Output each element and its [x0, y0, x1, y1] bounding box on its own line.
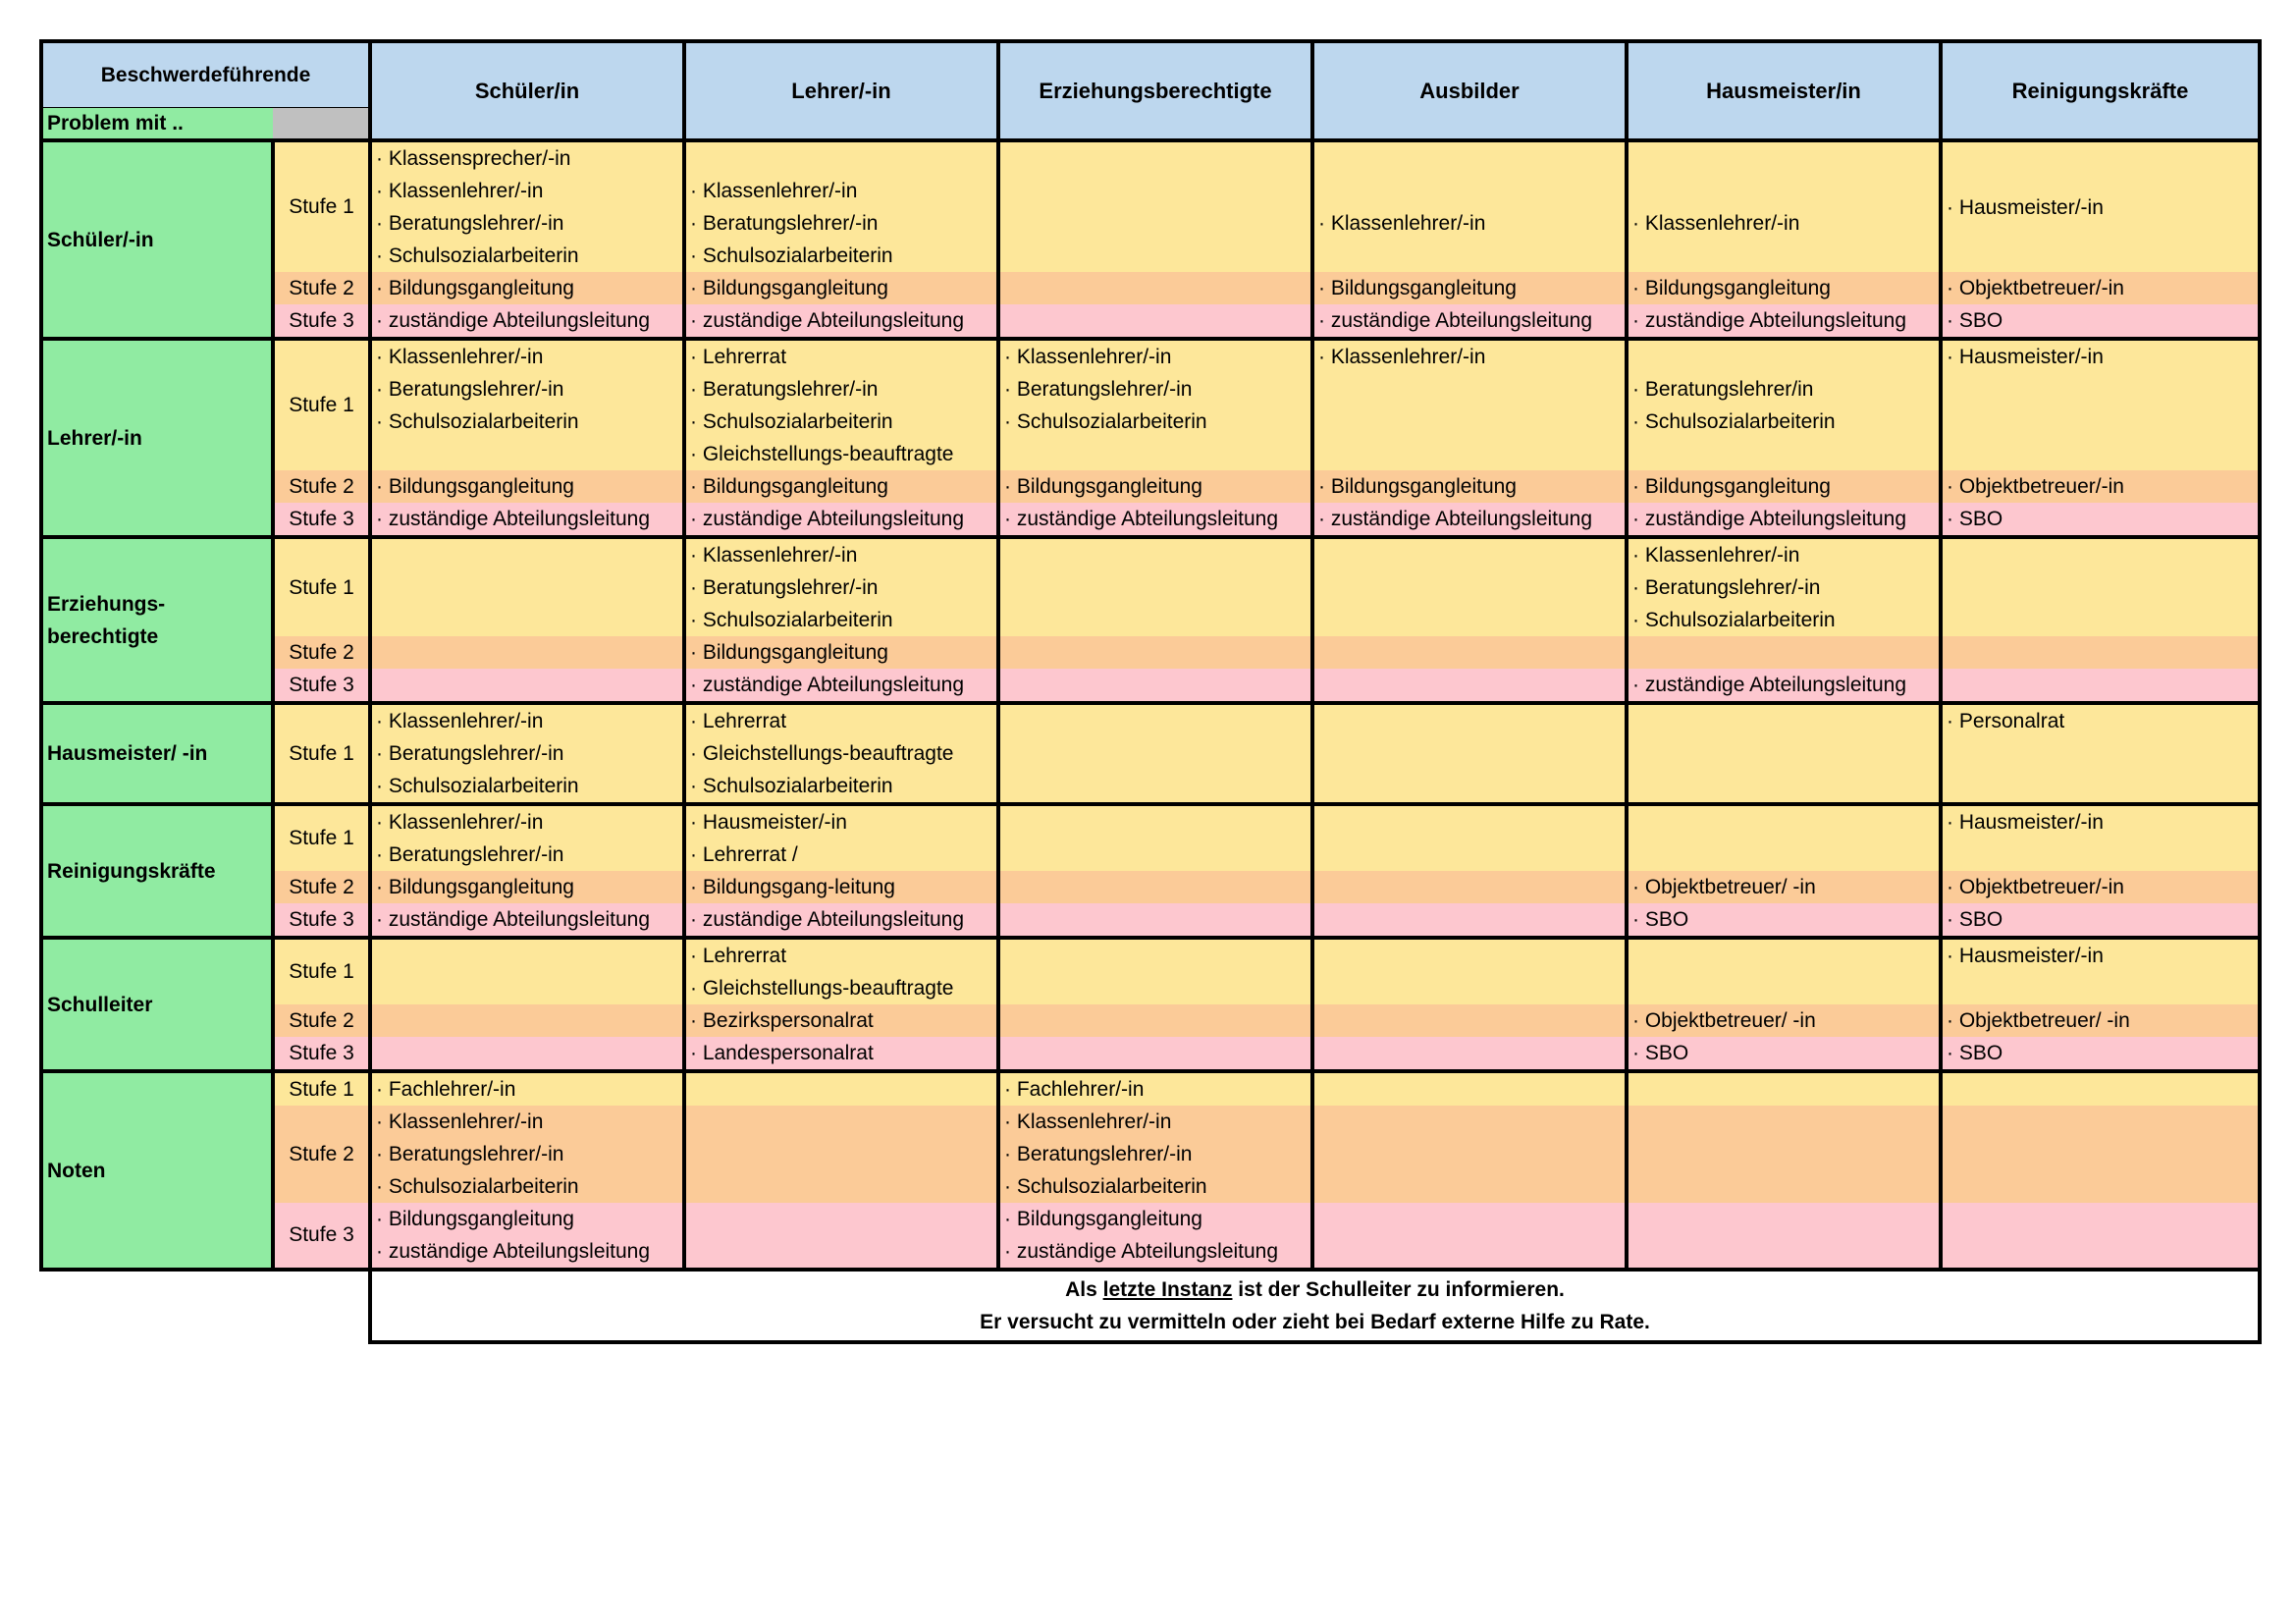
responsible-cell [998, 1203, 1312, 1270]
responsible-cell [998, 1106, 1312, 1203]
responsible-cell [998, 636, 1312, 669]
responsible-entry: · Bildungsgangleitung [1632, 277, 1831, 299]
responsible-cell [1312, 1004, 1627, 1037]
responsible-cell [998, 304, 1312, 339]
stufe-label: Stufe 3 [273, 903, 370, 938]
responsible-cell [684, 304, 998, 339]
responsible-entry: · Schulsozialarbeiterin [1632, 609, 1836, 631]
responsible-cell [370, 537, 684, 636]
responsible-cell [1941, 938, 2260, 1004]
responsible-entry: · Klassenlehrer/-in [376, 180, 544, 202]
responsible-cell [1312, 938, 1627, 1004]
gray-spacer [273, 108, 370, 140]
responsible-cell [370, 304, 684, 339]
stufe-label: Stufe 1 [273, 140, 370, 272]
responsible-cell [684, 537, 998, 636]
responsible-cell [1941, 1071, 2260, 1106]
table-row [41, 503, 2260, 537]
responsible-cell [1627, 304, 1941, 339]
responsible-entry: · Klassenlehrer/-in [1632, 544, 1800, 567]
responsible-cell [1941, 804, 2260, 871]
responsible-cell [998, 703, 1312, 804]
responsible-entry: · Lehrerrat [690, 346, 787, 368]
responsible-cell [998, 272, 1312, 304]
responsible-entry [1943, 373, 2258, 406]
stufe-label: Stufe 1 [273, 938, 370, 1004]
responsible-entry: · Beratungslehrer/-in [376, 843, 564, 866]
responsible-entry: · SBO [1632, 908, 1689, 931]
responsible-cell [1312, 503, 1627, 537]
responsible-cell [1312, 140, 1627, 272]
responsible-cell [998, 339, 1312, 470]
responsible-cell [370, 140, 684, 272]
responsible-cell [370, 903, 684, 938]
responsible-entry [1314, 406, 1625, 438]
responsible-cell [684, 1004, 998, 1037]
responsible-cell [1627, 537, 1941, 636]
responsible-entry: · Hausmeister/-in [1947, 346, 2104, 368]
responsible-cell [1312, 304, 1627, 339]
responsible-cell [684, 871, 998, 903]
responsible-cell [370, 871, 684, 903]
responsible-entry: · Klassenlehrer/-in [1318, 212, 1486, 235]
responsible-cell [1627, 1071, 1941, 1106]
responsible-cell [1941, 537, 2260, 636]
responsible-entry: · Schulsozialarbeiterin [376, 410, 579, 433]
responsible-entry: · Beratungslehrer/-in [690, 378, 879, 401]
responsible-cell [370, 669, 684, 703]
responsible-entry: · zuständige Abteilungsleitung [1318, 309, 1593, 332]
responsible-entry: · Gleichstellungs-beauftragte [690, 742, 954, 765]
responsible-cell [998, 669, 1312, 703]
responsible-cell [1312, 1106, 1627, 1203]
responsible-cell [684, 1203, 998, 1270]
responsible-entry: · Hausmeister/-in [690, 811, 847, 834]
responsible-cell [1312, 636, 1627, 669]
stufe-label: Stufe 1 [273, 1071, 370, 1106]
stufe-label: Stufe 3 [273, 1203, 370, 1270]
responsible-entry: · zuständige Abteilungsleitung [1632, 309, 1907, 332]
table-row [41, 703, 2260, 804]
category-label: Reinigungskräfte [41, 804, 273, 938]
stufe-label: Stufe 3 [273, 503, 370, 537]
responsible-entry: · Fachlehrer/-in [1004, 1078, 1145, 1101]
responsible-entry: · Objektbetreuer/-in [1947, 876, 2124, 898]
responsible-entry: · Bildungsgangleitung [690, 475, 888, 498]
table-row [41, 871, 2260, 903]
responsible-entry: · Klassenlehrer/-in [1318, 346, 1486, 368]
responsible-cell [1312, 871, 1627, 903]
responsible-cell [998, 470, 1312, 503]
responsible-cell [1312, 703, 1627, 804]
column-header-erziehungsberechtigte: Erziehungsberechtigte [998, 41, 1312, 140]
stufe-label: Stufe 1 [273, 703, 370, 804]
responsible-entry: · Hausmeister/-in [1947, 945, 2104, 967]
responsible-cell [370, 272, 684, 304]
responsible-entry: · Bildungsgangleitung [376, 277, 574, 299]
table-row [41, 272, 2260, 304]
responsible-entry: · Bildungsgangleitung [1632, 475, 1831, 498]
table-row [41, 1203, 2260, 1270]
responsible-entry: · Klassenlehrer/-in [690, 544, 858, 567]
responsible-entry: · Schulsozialarbeiterin [690, 609, 893, 631]
responsible-entry: · zuständige Abteilungsleitung [690, 674, 965, 696]
table-row [41, 1037, 2260, 1071]
responsible-cell [684, 804, 998, 871]
responsible-entry: · Landespersonalrat [690, 1042, 874, 1064]
responsible-cell [1941, 1037, 2260, 1071]
responsible-entry: · Beratungslehrer/in [1632, 378, 1814, 401]
responsible-entry: · Objektbetreuer/-in [1947, 475, 2124, 498]
table-row [41, 304, 2260, 339]
corner-label: Beschwerdeführende [41, 41, 370, 108]
responsible-entry: · Schulsozialarbeiterin [690, 410, 893, 433]
responsible-entry: · SBO [1947, 309, 2003, 332]
responsible-entry: · Schulsozialarbeiterin [376, 244, 579, 267]
responsible-entry: · Beratungslehrer/-in [1632, 576, 1821, 599]
responsible-cell [1627, 503, 1941, 537]
responsible-entry: · Klassenlehrer/-in [376, 811, 544, 834]
responsible-cell [1312, 1203, 1627, 1270]
responsible-cell [998, 1004, 1312, 1037]
responsible-cell [1627, 1037, 1941, 1071]
responsible-cell [1941, 903, 2260, 938]
responsible-cell [1312, 339, 1627, 470]
stufe-label: Stufe 2 [273, 871, 370, 903]
responsible-cell [370, 1203, 684, 1270]
responsible-cell [684, 140, 998, 272]
responsible-cell [1627, 1004, 1941, 1037]
stufe-label: Stufe 1 [273, 339, 370, 470]
responsible-entry: · Beratungslehrer/-in [376, 742, 564, 765]
responsible-cell [998, 1071, 1312, 1106]
responsible-cell [370, 1004, 684, 1037]
table-row [41, 1004, 2260, 1037]
responsible-cell [1627, 903, 1941, 938]
responsible-cell [1627, 938, 1941, 1004]
responsible-entry: · Klassensprecher/-in [376, 147, 571, 170]
stufe-label: Stufe 3 [273, 1037, 370, 1071]
table-row [41, 636, 2260, 669]
table-row [41, 470, 2260, 503]
responsible-entry [1000, 438, 1310, 470]
footer-underlined: letzte Instanz [1102, 1278, 1233, 1301]
responsible-entry: · Klassenlehrer/-in [376, 1110, 544, 1133]
responsible-entry: · Beratungslehrer/-in [1004, 378, 1193, 401]
responsible-entry: · zuständige Abteilungsleitung [690, 908, 965, 931]
responsible-cell [370, 1071, 684, 1106]
responsible-cell [1941, 1004, 2260, 1037]
stufe-label: Stufe 3 [273, 669, 370, 703]
responsible-entry: · Hausmeister/-in [1947, 195, 2104, 219]
column-header-schueler: Schüler/in [370, 41, 684, 140]
responsible-cell [1312, 1071, 1627, 1106]
category-label: Hausmeister/ -in [41, 703, 273, 804]
responsible-cell [998, 871, 1312, 903]
responsible-entry: · Bildungsgangleitung [1318, 277, 1517, 299]
responsible-cell [370, 339, 684, 470]
responsible-cell [1627, 272, 1941, 304]
table-row [41, 1106, 2260, 1203]
responsible-entry: · zuständige Abteilungsleitung [376, 508, 651, 530]
responsible-cell [370, 938, 684, 1004]
responsible-cell [1941, 304, 2260, 339]
responsible-cell [1941, 1106, 2260, 1203]
table-row [41, 140, 2260, 272]
responsible-entry: · Schulsozialarbeiterin [690, 775, 893, 797]
responsible-cell [998, 140, 1312, 272]
responsible-entry: · zuständige Abteilungsleitung [1632, 508, 1907, 530]
table-row [41, 1071, 2260, 1106]
footer-spacer [41, 1270, 370, 1342]
responsible-cell [998, 537, 1312, 636]
responsible-cell [1312, 804, 1627, 871]
responsible-entry: · Klassenlehrer/-in [376, 346, 544, 368]
responsible-entry: · Bildungsgangleitung [690, 641, 888, 664]
responsible-cell [370, 503, 684, 537]
responsible-entry: · SBO [1947, 908, 2003, 931]
responsible-entry: · Bildungsgangleitung [1318, 475, 1517, 498]
responsible-entry: · Beratungslehrer/-in [376, 212, 564, 235]
responsible-cell [998, 804, 1312, 871]
responsible-entry: · Beratungslehrer/-in [376, 378, 564, 401]
responsible-entry: · Beratungslehrer/-in [690, 576, 879, 599]
responsible-cell [1627, 871, 1941, 903]
responsible-cell [1941, 272, 2260, 304]
responsible-cell [1312, 272, 1627, 304]
responsible-entry: · Schulsozialarbeiterin [376, 1175, 579, 1198]
responsible-entry: · Personalrat [1947, 710, 2065, 732]
responsible-cell [370, 1037, 684, 1071]
responsible-entry: · Beratungslehrer/-in [690, 212, 879, 235]
responsible-cell [1941, 503, 2260, 537]
responsible-cell [1941, 703, 2260, 804]
responsible-entry: · Gleichstellungs-beauftragte [690, 977, 954, 1000]
responsible-cell [1627, 1203, 1941, 1270]
category-label: Schüler/-in [41, 140, 273, 339]
responsible-cell [1312, 537, 1627, 636]
responsible-entry: · SBO [1947, 508, 2003, 530]
responsible-entry [1943, 406, 2258, 438]
responsible-entry: · Bildungsgangleitung [376, 876, 574, 898]
responsible-cell [370, 470, 684, 503]
stufe-label: Stufe 2 [273, 1004, 370, 1037]
responsible-cell [1941, 669, 2260, 703]
responsible-entry [686, 142, 996, 175]
responsible-cell [998, 1037, 1312, 1071]
responsible-entry: · Schulsozialarbeiterin [1632, 410, 1836, 433]
responsible-entry: · SBO [1632, 1042, 1689, 1064]
stufe-label: Stufe 1 [273, 804, 370, 871]
responsible-cell [370, 636, 684, 669]
responsible-cell [684, 470, 998, 503]
responsible-cell [1312, 903, 1627, 938]
responsible-entry [1943, 770, 2258, 802]
stufe-label: Stufe 2 [273, 272, 370, 304]
responsible-entry [1629, 175, 1939, 207]
responsible-cell [998, 938, 1312, 1004]
responsible-entry: · Bildungsgangleitung [690, 277, 888, 299]
responsible-entry [1314, 438, 1625, 470]
responsible-entry: · Lehrerrat [690, 710, 787, 732]
responsible-cell [684, 636, 998, 669]
responsible-entry: · Schulsozialarbeiterin [376, 775, 579, 797]
responsible-entry [1629, 341, 1939, 373]
responsible-cell [684, 1071, 998, 1106]
responsible-entry: · Bezirkspersonalrat [690, 1009, 874, 1032]
stufe-label: Stufe 2 [273, 1106, 370, 1203]
responsible-entry: · zuständige Abteilungsleitung [1318, 508, 1593, 530]
responsible-entry: · zuständige Abteilungsleitung [376, 908, 651, 931]
responsible-entry: · zuständige Abteilungsleitung [1632, 674, 1907, 696]
table-row [41, 669, 2260, 703]
responsible-cell [1627, 470, 1941, 503]
stufe-label: Stufe 2 [273, 470, 370, 503]
responsible-cell [1941, 1203, 2260, 1270]
responsible-entry: · Gleichstellungs-beauftragte [690, 443, 954, 465]
responsible-entry: · Schulsozialarbeiterin [1004, 1175, 1207, 1198]
responsible-cell [1941, 470, 2260, 503]
responsible-cell [1627, 1106, 1941, 1203]
responsible-entry: · Bildungsgangleitung [1004, 1208, 1202, 1230]
table-row [41, 537, 2260, 636]
stufe-label: Stufe 2 [273, 636, 370, 669]
responsible-cell [370, 1106, 684, 1203]
responsible-entry: · Hausmeister/-in [1947, 811, 2104, 834]
responsible-entry: · Klassenlehrer/-in [690, 180, 858, 202]
footer-note [370, 1270, 2260, 1342]
responsible-cell [1312, 470, 1627, 503]
stufe-label: Stufe 1 [273, 537, 370, 636]
responsible-entry: · zuständige Abteilungsleitung [1004, 508, 1279, 530]
category-label: Lehrer/-in [41, 339, 273, 537]
responsible-entry [1943, 972, 2258, 1004]
responsible-entry: · Bildungsgangleitung [376, 475, 574, 498]
responsible-entry: · zuständige Abteilungsleitung [690, 508, 965, 530]
responsible-entry: · Objektbetreuer/ -in [1947, 1009, 2130, 1032]
responsible-cell [1312, 1037, 1627, 1071]
responsible-entry: · Beratungslehrer/-in [1004, 1143, 1193, 1165]
responsible-cell [370, 804, 684, 871]
category-label: Schulleiter [41, 938, 273, 1071]
responsible-entry [1314, 373, 1625, 406]
responsible-entry: · Fachlehrer/-in [376, 1078, 516, 1101]
responsible-entry: · Schulsozialarbeiterin [690, 244, 893, 267]
responsible-entry [1629, 438, 1939, 470]
complaint-escalation-table [39, 39, 2262, 1344]
table-row [41, 938, 2260, 1004]
table-row [41, 804, 2260, 871]
column-header-lehrer: Lehrer/-in [684, 41, 998, 140]
responsible-entry: · zuständige Abteilungsleitung [376, 309, 651, 332]
responsible-cell [1627, 804, 1941, 871]
category-label: Noten [41, 1071, 273, 1270]
responsible-cell [684, 272, 998, 304]
responsible-cell [1627, 669, 1941, 703]
table-row [41, 339, 2260, 470]
table-row [41, 903, 2260, 938]
responsible-entry: · Schulsozialarbeiterin [1004, 410, 1207, 433]
responsible-entry [1314, 175, 1625, 207]
responsible-cell [998, 503, 1312, 537]
responsible-entry: · Bildungsgangleitung [1004, 475, 1202, 498]
responsible-entry: · zuständige Abteilungsleitung [690, 309, 965, 332]
responsible-cell [1627, 636, 1941, 669]
responsible-entry: · Beratungslehrer/-in [376, 1143, 564, 1165]
responsible-cell [998, 903, 1312, 938]
column-header-hausmeister: Hausmeister/in [1627, 41, 1941, 140]
responsible-cell [1627, 140, 1941, 272]
responsible-cell [1941, 636, 2260, 669]
problem-label: Problem mit .. [41, 108, 273, 140]
stufe-label: Stufe 3 [273, 304, 370, 339]
responsible-cell [1941, 871, 2260, 903]
footer-line-1: Als letzte Instanz ist der Schulleiter zu informieren. [1065, 1278, 1565, 1301]
responsible-cell [1312, 669, 1627, 703]
responsible-entry: · Objektbetreuer/ -in [1632, 1009, 1816, 1032]
responsible-cell [684, 703, 998, 804]
responsible-entry: · Lehrerrat [690, 945, 787, 967]
responsible-entry: · zuständige Abteilungsleitung [376, 1240, 651, 1263]
responsible-cell [1941, 339, 2260, 470]
responsible-cell [684, 903, 998, 938]
responsible-entry: · Klassenlehrer/-in [1004, 1110, 1172, 1133]
responsible-entry: · SBO [1947, 1042, 2003, 1064]
responsible-entry: · Bildungsgangleitung [376, 1208, 574, 1230]
responsible-entry: · zuständige Abteilungsleitung [1004, 1240, 1279, 1263]
responsible-entry: · Klassenlehrer/-in [1632, 212, 1800, 235]
responsible-entry: · Objektbetreuer/-in [1947, 277, 2124, 299]
footer-line-2: Er versucht zu vermitteln oder zieht bei Bedarf externe Hilfe zu Rate. [980, 1311, 1650, 1333]
responsible-entry: · Lehrerrat / [690, 843, 798, 866]
responsible-entry [1943, 438, 2258, 470]
responsible-entry: · Klassenlehrer/-in [1004, 346, 1172, 368]
category-label: Erziehungs-berechtigte [41, 537, 273, 703]
responsible-cell [684, 669, 998, 703]
column-header-ausbilder: Ausbilder [1312, 41, 1627, 140]
responsible-entry: · Klassenlehrer/-in [376, 710, 544, 732]
responsible-entry [372, 438, 682, 470]
responsible-entry: · Bildungsgang-leitung [690, 876, 895, 898]
responsible-entry: · Objektbetreuer/ -in [1632, 876, 1816, 898]
responsible-cell [1627, 703, 1941, 804]
responsible-cell [684, 1106, 998, 1203]
responsible-cell [370, 703, 684, 804]
responsible-cell [684, 503, 998, 537]
responsible-cell [684, 1037, 998, 1071]
column-header-reinigungskraefte: Reinigungskräfte [1941, 41, 2260, 140]
responsible-cell [1941, 140, 2260, 272]
responsible-cell [684, 339, 998, 470]
responsible-entry [1943, 839, 2258, 871]
responsible-entry [1943, 737, 2258, 770]
responsible-cell [1627, 339, 1941, 470]
responsible-cell [684, 938, 998, 1004]
